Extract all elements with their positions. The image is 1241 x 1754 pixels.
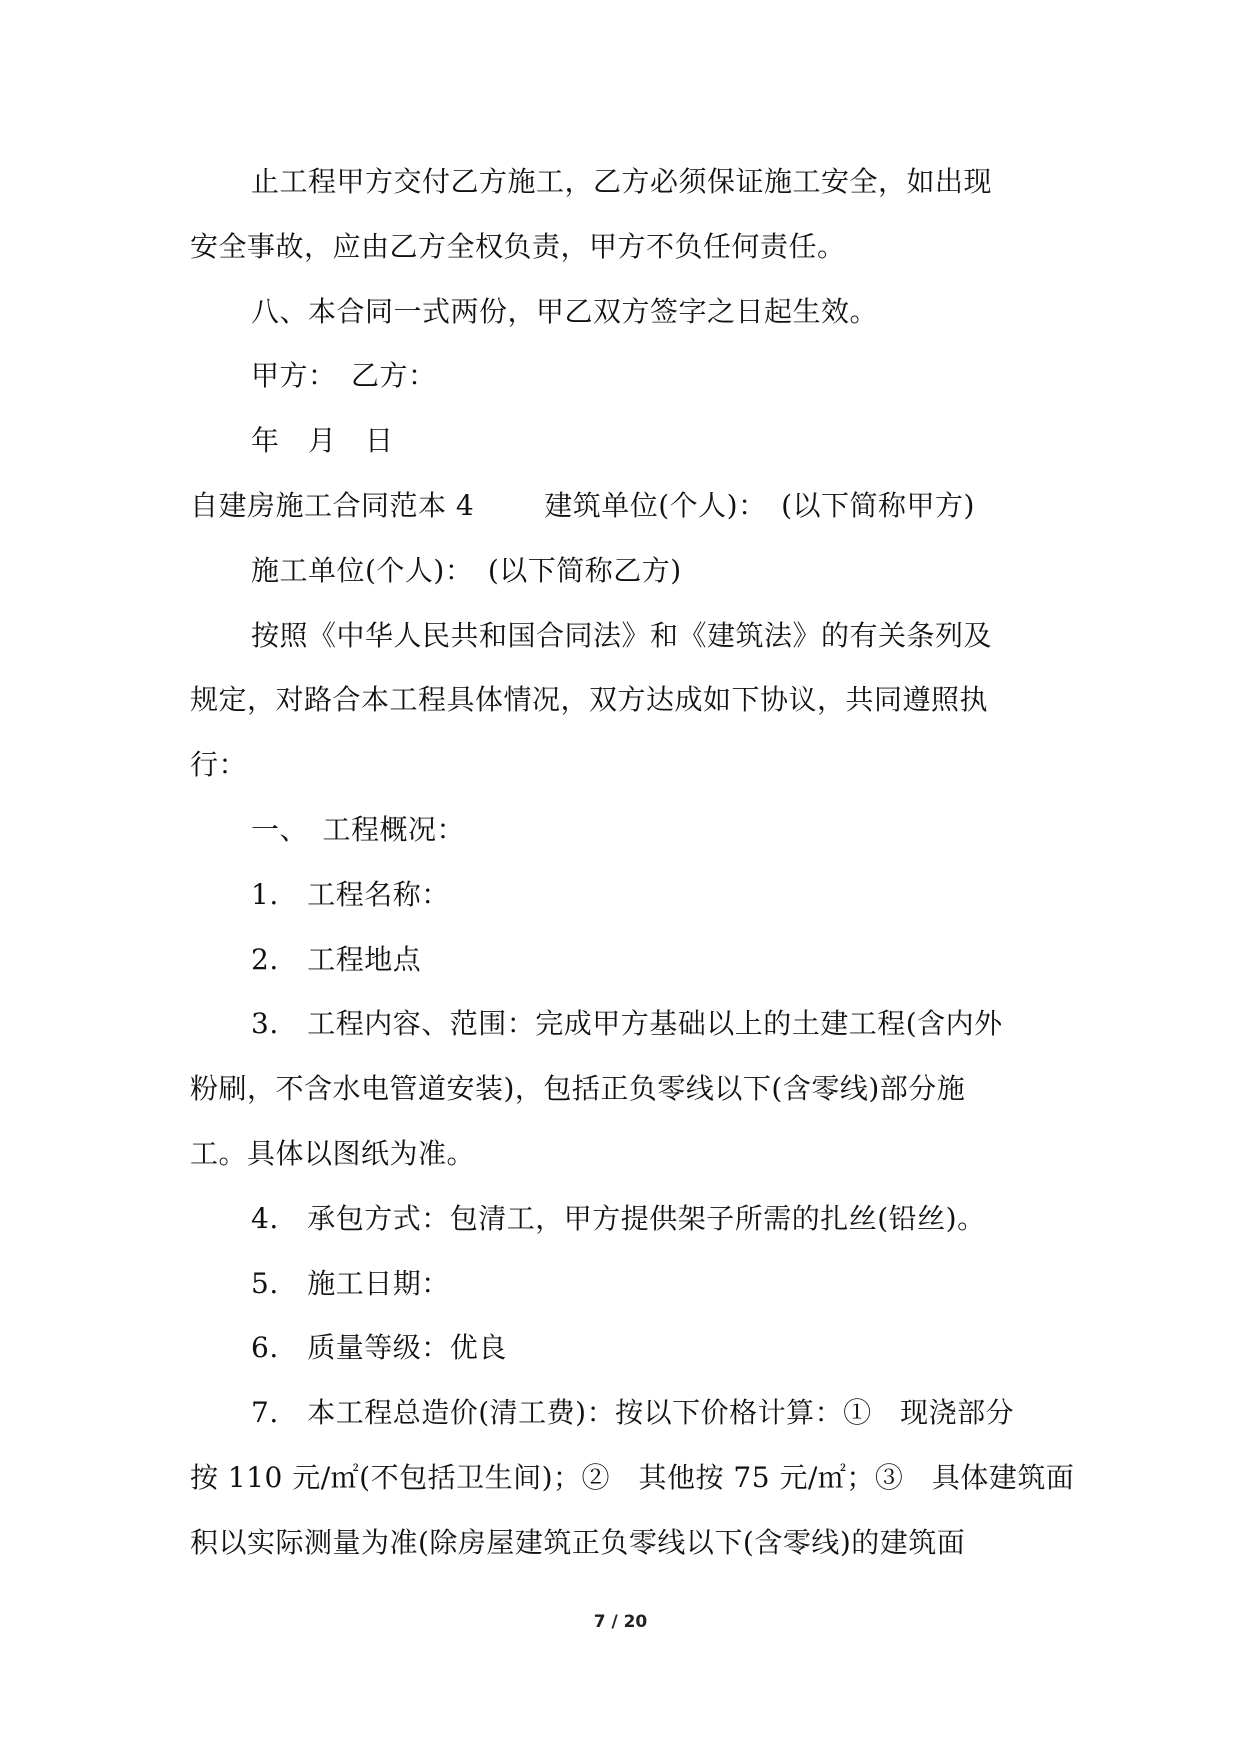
text-line: 八、本合同一式两份，甲乙双方签字之日起生效。 xyxy=(251,294,879,328)
text-line: 行： xyxy=(190,748,248,782)
list-item: 2. 工程地点 xyxy=(251,942,422,976)
text-line: 按照《中华人民共和国合同法》和《建筑法》的有关条列及 xyxy=(251,618,993,652)
text-line: 建筑单位(个人)： (以下简称甲方) xyxy=(544,488,975,522)
list-item: 7. 本工程总造价(清工费)：按以下价格计算：① 现浇部分 xyxy=(251,1396,1015,1430)
text-line: 止工程甲方交付乙方施工，乙方必须保证施工安全，如出现 xyxy=(251,165,993,198)
heading-line: 一、 工程概况： xyxy=(251,812,466,846)
text-line: 施工单位(个人)： (以下简称乙方) xyxy=(251,553,682,587)
section-title: 自建房施工合同范本 4 xyxy=(190,488,475,522)
list-item: 6. 质量等级：优良 xyxy=(251,1331,507,1365)
text-line: 安全事故，应由乙方全权负责，甲方不负任何责任。 xyxy=(190,229,846,263)
section-title-line xyxy=(190,474,1060,539)
text-line: 粉刷，不含水电管道安装)，包括正负零线以下(含零线)部分施 xyxy=(190,1072,966,1106)
list-item: 1. 工程名称： xyxy=(251,877,450,911)
date-line: 年 月 日 xyxy=(251,424,394,458)
list-item: 3. 工程内容、范围：完成甲方基础以上的土建工程(含内外 xyxy=(251,1007,1003,1041)
list-item: 4. 承包方式：包清工，甲方提供架子所需的扎丝(铅丝)。 xyxy=(251,1201,986,1235)
text-line: 规定，对路合本工程具体情况，双方达成如下协议，共同遵照执 xyxy=(190,683,989,717)
list-item: 5. 施工日期： xyxy=(251,1266,450,1300)
text-line: 按 110 元/㎡(不包括卫生间)；② 其他按 75 元/㎡；③ 具体建筑面 xyxy=(190,1460,1075,1494)
page-number: 7 / 20 xyxy=(593,1612,648,1632)
text-line: 工。具体以图纸为准。 xyxy=(190,1136,476,1170)
document-body xyxy=(190,150,1075,1576)
text-line: 积以实际测量为准(除房屋建筑正负零线以下(含零线)的建筑面 xyxy=(190,1525,966,1559)
signature-line: 甲方： 乙方： xyxy=(251,359,437,393)
